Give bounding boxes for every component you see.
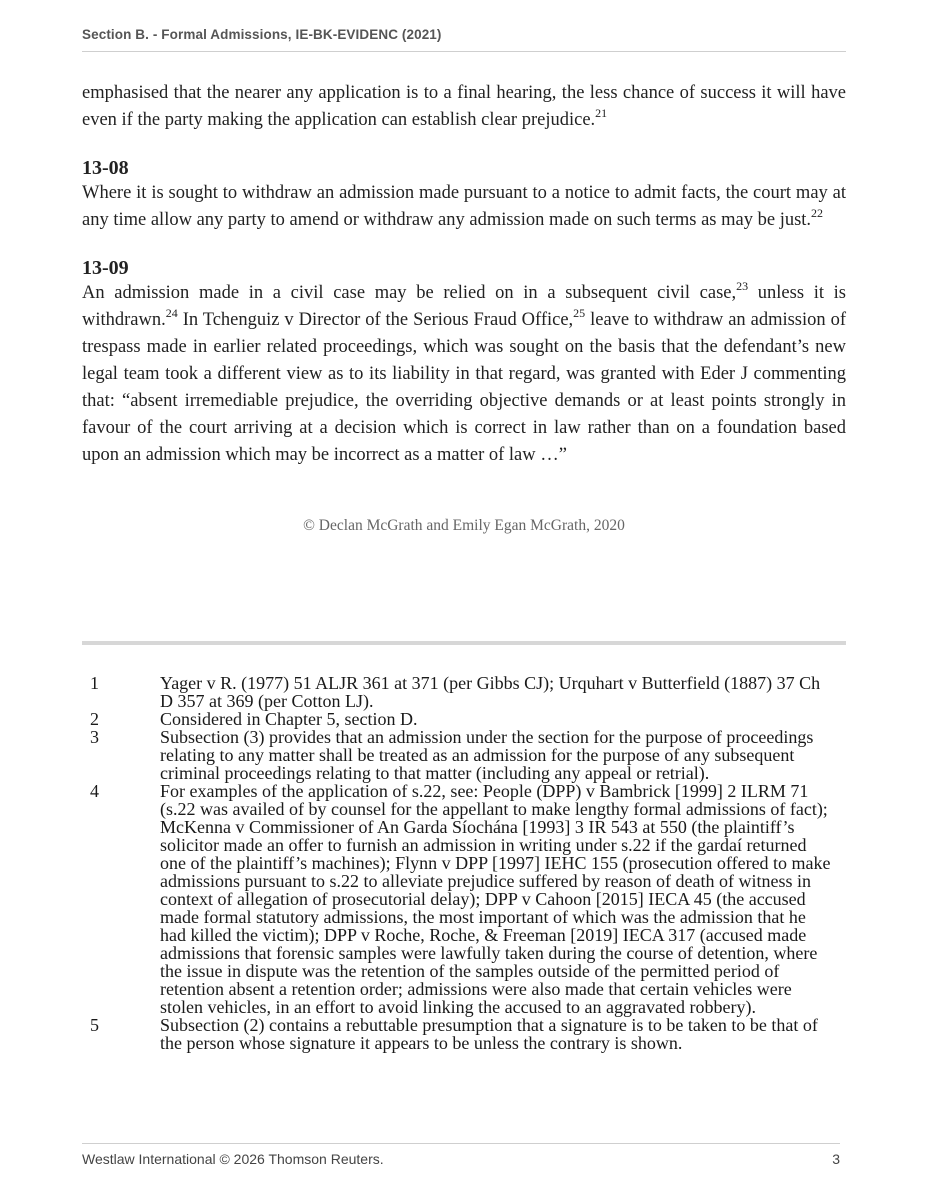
footnote-text: Considered in Chapter 5, section D. (160, 709, 418, 729)
footnote-ref[interactable]: 25 (573, 306, 586, 320)
paragraph-text: emphasised that the nearer any application is to a final hearing, the less chance of success it will have even if the party making the application can establish clear prejudice. (82, 83, 846, 130)
footnote-number: 2 (90, 709, 99, 729)
section-13-08 (82, 156, 846, 234)
copyright-notice: © Declan McGrath and Emily Egan McGrath, 2020 (303, 517, 625, 534)
footnote-text: For examples of the application of s.22, see: People (DPP) v Bambrick [1999] 2 ILRM 71 (s.22 was availed of by counsel for the appellant to make lengthy formal admissions of fact); McKenna v Commissioner of An Garda Síochána [1993] 3 IR 543 at 550 (the plaintiff’s solicitor made an offer to furnish an admission in writing under s.22 if the gardaí returned one of the plaintiff’s machines); Flynn v DPP [1997] IEHC 155 (prosecution offered to make admissions pursuant to s.22 to alleviate prejudice suffered by reason of death of witness in context of allegation of prosecutorial delay); DPP v Cahoon [2015] IECA 45 (the accused made formal statutory admissions, the most important of which was the admission that he had killed the victim); DPP v Roche, Roche, & Freeman [2019] IECA 317 (accused made admissions that forensic samples were lawfully taken during the course of detention, where the issue in dispute was the retention of the samples outside of the permitted period of retention absent a retention order; admissions were also made that certain vehicles were stolen vehicles, in an effort to avoid linking the accused to an aggravated robbery). (160, 781, 831, 1017)
footnote-number: 5 (90, 1015, 99, 1035)
footer-copyright: Westlaw International © 2026 Thomson Reuters. (82, 1151, 384, 1167)
page-number: 3 (832, 1151, 840, 1167)
footnote-ref[interactable]: 24 (165, 306, 178, 320)
section-heading: 13-08 (82, 157, 129, 179)
footnote-number: 4 (90, 781, 99, 801)
footer-divider (82, 1143, 840, 1144)
footnote-item (82, 728, 842, 782)
footnote-item (82, 1016, 842, 1052)
footnote-divider (82, 641, 846, 645)
section-paragraph (82, 280, 846, 469)
footnote-item (82, 782, 842, 1016)
section-13-09 (82, 256, 846, 469)
footnote-number: 1 (90, 673, 99, 693)
paragraph-text: leave to withdraw an admission of trespass made in earlier related proceedings, which was sought on the basis that the defendant’s new legal team took a different view as to its liability in that regard, was granted with Eder J commenting that: “absent irremediable prejudice, the overriding objective demands or at least points strongly in favour of the court arriving at a decision which is correct in law rather than on a foundation based upon an admission which may be incorrect as a matter of law …” (82, 310, 847, 465)
header-divider (82, 51, 846, 52)
footnote-number: 3 (90, 727, 99, 747)
section-paragraph (82, 180, 846, 234)
section-heading: 13-09 (82, 257, 129, 279)
paragraph-text: unless it is withdrawn. (82, 283, 846, 330)
footnote-item (82, 674, 842, 710)
footnote-text: Subsection (2) contains a rebuttable presumption that a signature is to be taken to be that of the person whose signature it appears to be unless the contrary is shown. (160, 1015, 818, 1053)
footnote-text: Yager v R. (1977) 51 ALJR 361 at 371 (per Gibbs CJ); Urquhart v Butterfield (1887) 37 Ch D 357 at 369 (per Cotton LJ). (160, 673, 821, 711)
paragraph-text: Where it is sought to withdraw an admission made pursuant to a notice to admit facts, the court may at any time allow any party to amend or withdraw any admission made on such terms as may be just. (82, 183, 846, 230)
footnotes (82, 674, 842, 1052)
running-header: Section B. - Formal Admissions, IE-BK-EVIDENC (2021) (82, 27, 442, 42)
footnote-item (82, 710, 842, 728)
footnote-ref[interactable]: 22 (811, 206, 824, 220)
continuation-paragraph (82, 80, 846, 134)
footnote-ref[interactable]: 21 (595, 106, 608, 120)
paragraph-text: An admission made in a civil case may be relied on in a subsequent civil case, (82, 283, 737, 303)
footnote-text: Subsection (3) provides that an admission under the section for the purpose of proceedings relating to any matter shall be treated as an admission for the purpose of any subsequent criminal proceedings relating to that matter (including any appeal or retrial). (160, 727, 814, 783)
document-body (82, 80, 846, 491)
footnote-ref[interactable]: 23 (736, 279, 749, 293)
paragraph-text: In Tchenguiz v Director of the Serious Fraud Office, (177, 310, 574, 330)
